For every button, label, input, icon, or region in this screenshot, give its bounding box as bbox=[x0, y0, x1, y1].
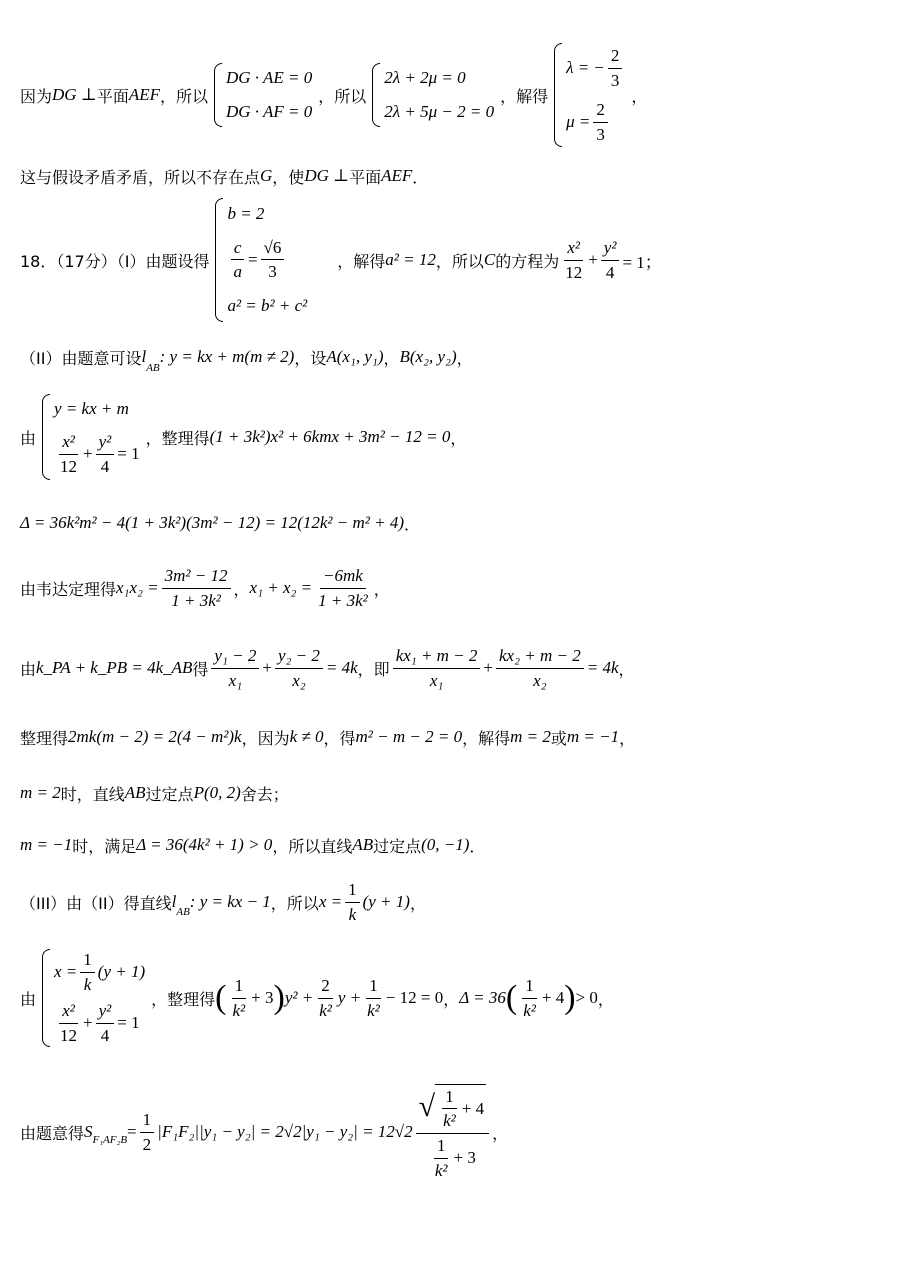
frac-den: k² bbox=[232, 1000, 246, 1020]
text: ，所以 bbox=[159, 86, 208, 106]
text: 由韦达定理得 bbox=[20, 579, 117, 599]
brace bbox=[372, 63, 380, 127]
frac-num: 3m² − 12 bbox=[162, 566, 231, 589]
text: ，整理得 bbox=[151, 989, 216, 1009]
frac-den: x₁ bbox=[429, 670, 444, 690]
math: + bbox=[83, 443, 93, 463]
line-5 bbox=[20, 392, 466, 482]
math: AEF bbox=[128, 85, 160, 104]
brace bbox=[42, 949, 50, 1047]
math: 2mk(m − 2) = 2(4 − m²)k bbox=[68, 727, 242, 746]
frac-den: k² bbox=[523, 1000, 536, 1020]
text: ， bbox=[619, 728, 636, 748]
frac-den: 3 bbox=[268, 262, 277, 282]
line-12 bbox=[20, 876, 426, 928]
line-2 bbox=[20, 163, 428, 189]
text: ， bbox=[618, 659, 635, 679]
math: x₁ + x₂ = bbox=[249, 578, 313, 597]
text: ． bbox=[469, 836, 486, 856]
math: + bbox=[83, 1013, 93, 1033]
brace bbox=[215, 198, 223, 322]
frac-num: 1 bbox=[442, 1087, 457, 1110]
paren-right: ) bbox=[273, 979, 285, 1016]
math: l bbox=[171, 892, 177, 911]
frac-num: 1 bbox=[232, 976, 247, 999]
frac-den: k bbox=[348, 904, 357, 924]
frac-den: x₁ bbox=[228, 670, 243, 690]
eq-row: 2λ + 5μ − 2 = 0 bbox=[384, 101, 495, 121]
math: (y + 1) bbox=[97, 962, 146, 982]
equation-system-3 bbox=[554, 43, 625, 147]
frac-num: √6 bbox=[261, 238, 285, 261]
text: （II）由题意可设 bbox=[20, 348, 142, 368]
eq-row: b = 2 bbox=[227, 203, 265, 223]
math: A(x₁, y₁) bbox=[326, 347, 384, 366]
text: 由 bbox=[20, 989, 37, 1009]
text: ， bbox=[631, 86, 648, 106]
math: + 4 bbox=[461, 1099, 485, 1119]
math: l bbox=[141, 347, 147, 366]
frac-num: y₂ − 2 bbox=[275, 646, 323, 669]
frac-num: y² bbox=[601, 238, 620, 261]
math: : y = kx − 1 bbox=[189, 892, 271, 911]
frac-den: 3 bbox=[610, 70, 620, 90]
text: 舍去； bbox=[240, 784, 289, 804]
math: B(x₂, y₂) bbox=[399, 347, 457, 366]
eq-row: a² = b² + c² bbox=[227, 296, 308, 316]
frac-den: 12 bbox=[60, 1026, 78, 1045]
problem-heading: 18．（17分）（I）由题设得 bbox=[20, 251, 210, 271]
math: Δ = 36k²m² − 4(1 + 3k²)(3m² − 12) = 12(12k² − m² + 4) bbox=[20, 513, 404, 532]
equation-system bbox=[42, 394, 140, 480]
math: Δ = 36(4k² + 1) > 0 bbox=[136, 835, 273, 854]
frac-den: 1 + 3k² bbox=[318, 590, 368, 610]
line-1 bbox=[20, 40, 647, 150]
frac-num: 1 bbox=[366, 976, 381, 999]
frac-num: 1 bbox=[80, 950, 95, 973]
math: + bbox=[588, 250, 598, 269]
math: + 4 bbox=[541, 988, 565, 1007]
math: x₁x₂ = bbox=[116, 578, 159, 597]
math: + bbox=[483, 658, 494, 677]
text: ， bbox=[409, 893, 426, 913]
text: ， bbox=[597, 989, 614, 1009]
text: 由 bbox=[20, 428, 37, 448]
brace bbox=[42, 394, 50, 480]
text: ， bbox=[492, 1123, 509, 1143]
equation-system bbox=[42, 949, 145, 1047]
line-11 bbox=[20, 830, 485, 860]
math: m² − m − 2 = 0 bbox=[355, 727, 463, 746]
frac-den: x₂ bbox=[533, 670, 547, 690]
eq-row: DG · AF = 0 bbox=[226, 101, 313, 121]
text: 由题意得 bbox=[20, 1123, 85, 1143]
math: m = −1 bbox=[20, 835, 73, 854]
text: 过定点 bbox=[145, 784, 194, 804]
line-8 bbox=[20, 640, 635, 696]
subscript: AB bbox=[176, 906, 190, 918]
text: ，即 bbox=[357, 659, 390, 679]
text: 得 bbox=[192, 659, 209, 679]
math: (y + 1) bbox=[362, 892, 410, 911]
big-fraction bbox=[416, 1084, 489, 1180]
math: = 4k bbox=[325, 658, 358, 677]
frac-den: 4 bbox=[100, 1026, 110, 1045]
math: = bbox=[247, 249, 258, 269]
math: |F₁F₂||y₁ − y₂| = 2√2|y₁ − y₂| = 12√2 bbox=[157, 1122, 413, 1141]
frac-den: k² bbox=[443, 1111, 456, 1131]
line-13 bbox=[20, 948, 614, 1048]
math: + 3 bbox=[453, 1148, 476, 1168]
math: (0, −1) bbox=[421, 835, 470, 854]
text: ，使 bbox=[272, 167, 305, 187]
brace bbox=[214, 63, 222, 127]
math: DG ⊥ bbox=[52, 85, 97, 104]
math: + 3 bbox=[251, 988, 274, 1007]
text: ，因为 bbox=[241, 728, 290, 748]
text: 过定点 bbox=[373, 836, 422, 856]
math: x = bbox=[54, 962, 78, 982]
math: = 4k bbox=[586, 658, 619, 677]
equation-system-1 bbox=[214, 63, 312, 127]
text: （III）由（II）得直线 bbox=[20, 893, 172, 913]
frac-den: k² bbox=[367, 1000, 380, 1020]
text: 因为 bbox=[20, 86, 53, 106]
eq-row: y = kx + m bbox=[54, 398, 129, 418]
text: ，所以 bbox=[318, 86, 367, 106]
text: ， bbox=[456, 348, 473, 368]
text: 整理得 bbox=[20, 728, 69, 748]
equation-system-2 bbox=[372, 63, 494, 127]
math: : y = kx + m(m ≠ 2) bbox=[159, 347, 295, 366]
frac-num: x² bbox=[59, 432, 78, 455]
line-14 bbox=[20, 1076, 508, 1188]
text: 的方程为 bbox=[495, 251, 560, 271]
frac-den: a bbox=[233, 262, 242, 282]
math: > 0 bbox=[575, 988, 598, 1007]
line-3 bbox=[20, 196, 662, 324]
text: ，整理得 bbox=[145, 428, 210, 448]
text: ． bbox=[404, 514, 421, 534]
math: y + bbox=[337, 988, 362, 1007]
math: a² = 12 bbox=[385, 250, 436, 269]
text: ，得 bbox=[323, 728, 356, 748]
text: ， bbox=[450, 428, 467, 448]
paren-left: ( bbox=[215, 979, 227, 1016]
math: C bbox=[483, 250, 496, 269]
frac-den: 3 bbox=[596, 124, 605, 144]
text: 由 bbox=[20, 659, 37, 679]
math: − 12 = 0 bbox=[385, 988, 444, 1007]
text: ． bbox=[412, 167, 429, 187]
text: 这与假设矛盾矛盾，所以不存在点 bbox=[20, 167, 261, 187]
math: = 1 bbox=[117, 443, 140, 463]
frac-den: 12 bbox=[60, 456, 78, 476]
math: DG ⊥ bbox=[304, 166, 350, 185]
math: y² + bbox=[284, 988, 314, 1007]
math: (1 + 3k²)x² + 6kmx + 3m² − 12 = 0 bbox=[209, 427, 451, 446]
sqrt-sign: √ bbox=[418, 1090, 436, 1124]
math: k_PA + k_PB = 4k_AB bbox=[36, 658, 193, 677]
line-6 bbox=[20, 508, 420, 538]
text: 平面 bbox=[349, 167, 382, 187]
math: AEF bbox=[381, 166, 413, 185]
frac-den: 2 bbox=[142, 1134, 152, 1154]
math: m = 2 bbox=[20, 783, 61, 802]
line-4 bbox=[20, 340, 473, 374]
text: 时，直线 bbox=[60, 784, 125, 804]
text: ，设 bbox=[294, 348, 327, 368]
text: ，所以 bbox=[270, 893, 319, 913]
frac-den: k bbox=[83, 975, 92, 994]
math: AB bbox=[352, 835, 374, 854]
frac-den: k² bbox=[434, 1160, 448, 1180]
text: 平面 bbox=[96, 86, 129, 106]
text: ，所以直线 bbox=[272, 836, 353, 856]
frac-num: kx₁ + m − 2 bbox=[393, 646, 481, 669]
frac-den: x₂ bbox=[292, 670, 306, 690]
frac-num: 2 bbox=[318, 976, 333, 999]
frac-num: 1 bbox=[140, 1110, 155, 1133]
text: ，所以 bbox=[435, 251, 484, 271]
frac-den: 4 bbox=[100, 456, 110, 476]
frac-num: −6mk bbox=[320, 566, 366, 589]
frac-num: 2 bbox=[608, 46, 623, 69]
math: = bbox=[127, 1122, 137, 1141]
equation-system bbox=[215, 198, 307, 322]
text: ， bbox=[373, 579, 390, 599]
frac-den: k² bbox=[319, 1000, 332, 1020]
frac-num: 1 bbox=[345, 880, 360, 903]
frac-den: 12 bbox=[565, 262, 583, 282]
frac-num: y₁ − 2 bbox=[211, 646, 259, 669]
text: ， bbox=[233, 579, 250, 599]
line-10 bbox=[20, 778, 289, 808]
frac-num: 2 bbox=[593, 100, 608, 123]
text: ， bbox=[383, 348, 400, 368]
math: λ = − bbox=[566, 57, 605, 77]
text: 时，满足 bbox=[72, 836, 137, 856]
frac-den: 1 + 3k² bbox=[171, 590, 221, 610]
math: = 1 bbox=[117, 1013, 140, 1033]
frac-num: y² bbox=[96, 1001, 115, 1024]
line-9 bbox=[20, 722, 635, 752]
frac-num: 1 bbox=[522, 976, 537, 999]
frac-num: c bbox=[231, 238, 245, 261]
frac-num: 1 bbox=[434, 1136, 449, 1159]
subscript: AB bbox=[146, 362, 160, 374]
paren-right: ) bbox=[564, 979, 576, 1016]
frac-num: x² bbox=[59, 1001, 78, 1024]
frac-num: x² bbox=[564, 238, 583, 261]
brace bbox=[554, 43, 562, 147]
math: G bbox=[260, 166, 273, 185]
math: m = 2 bbox=[510, 727, 551, 746]
text: 或 bbox=[550, 728, 567, 748]
eq-row: 2λ + 2μ = 0 bbox=[384, 67, 466, 87]
text: ，解得 bbox=[462, 728, 511, 748]
frac-den: 4 bbox=[605, 262, 615, 282]
text: ，解得 bbox=[500, 86, 549, 106]
math: AB bbox=[124, 783, 146, 802]
math: x = bbox=[318, 892, 343, 911]
math: S bbox=[84, 1122, 93, 1141]
frac-num: kx₂ + m − 2 bbox=[496, 646, 584, 669]
math: = 1； bbox=[622, 252, 662, 272]
text: ， bbox=[443, 989, 460, 1009]
math: + bbox=[262, 658, 272, 677]
line-7 bbox=[20, 562, 390, 614]
math: Δ = 36 bbox=[459, 988, 506, 1007]
paren-left: ( bbox=[505, 979, 518, 1016]
text: ，解得 bbox=[337, 251, 386, 271]
math: P(0, 2) bbox=[193, 783, 241, 802]
frac-num: y² bbox=[96, 432, 115, 455]
math: μ = bbox=[566, 111, 591, 131]
eq-row: DG · AE = 0 bbox=[226, 67, 313, 87]
math: k ≠ 0 bbox=[289, 727, 324, 746]
math: m = −1 bbox=[566, 727, 620, 746]
subscript: F₁AF₂B bbox=[92, 1134, 128, 1146]
